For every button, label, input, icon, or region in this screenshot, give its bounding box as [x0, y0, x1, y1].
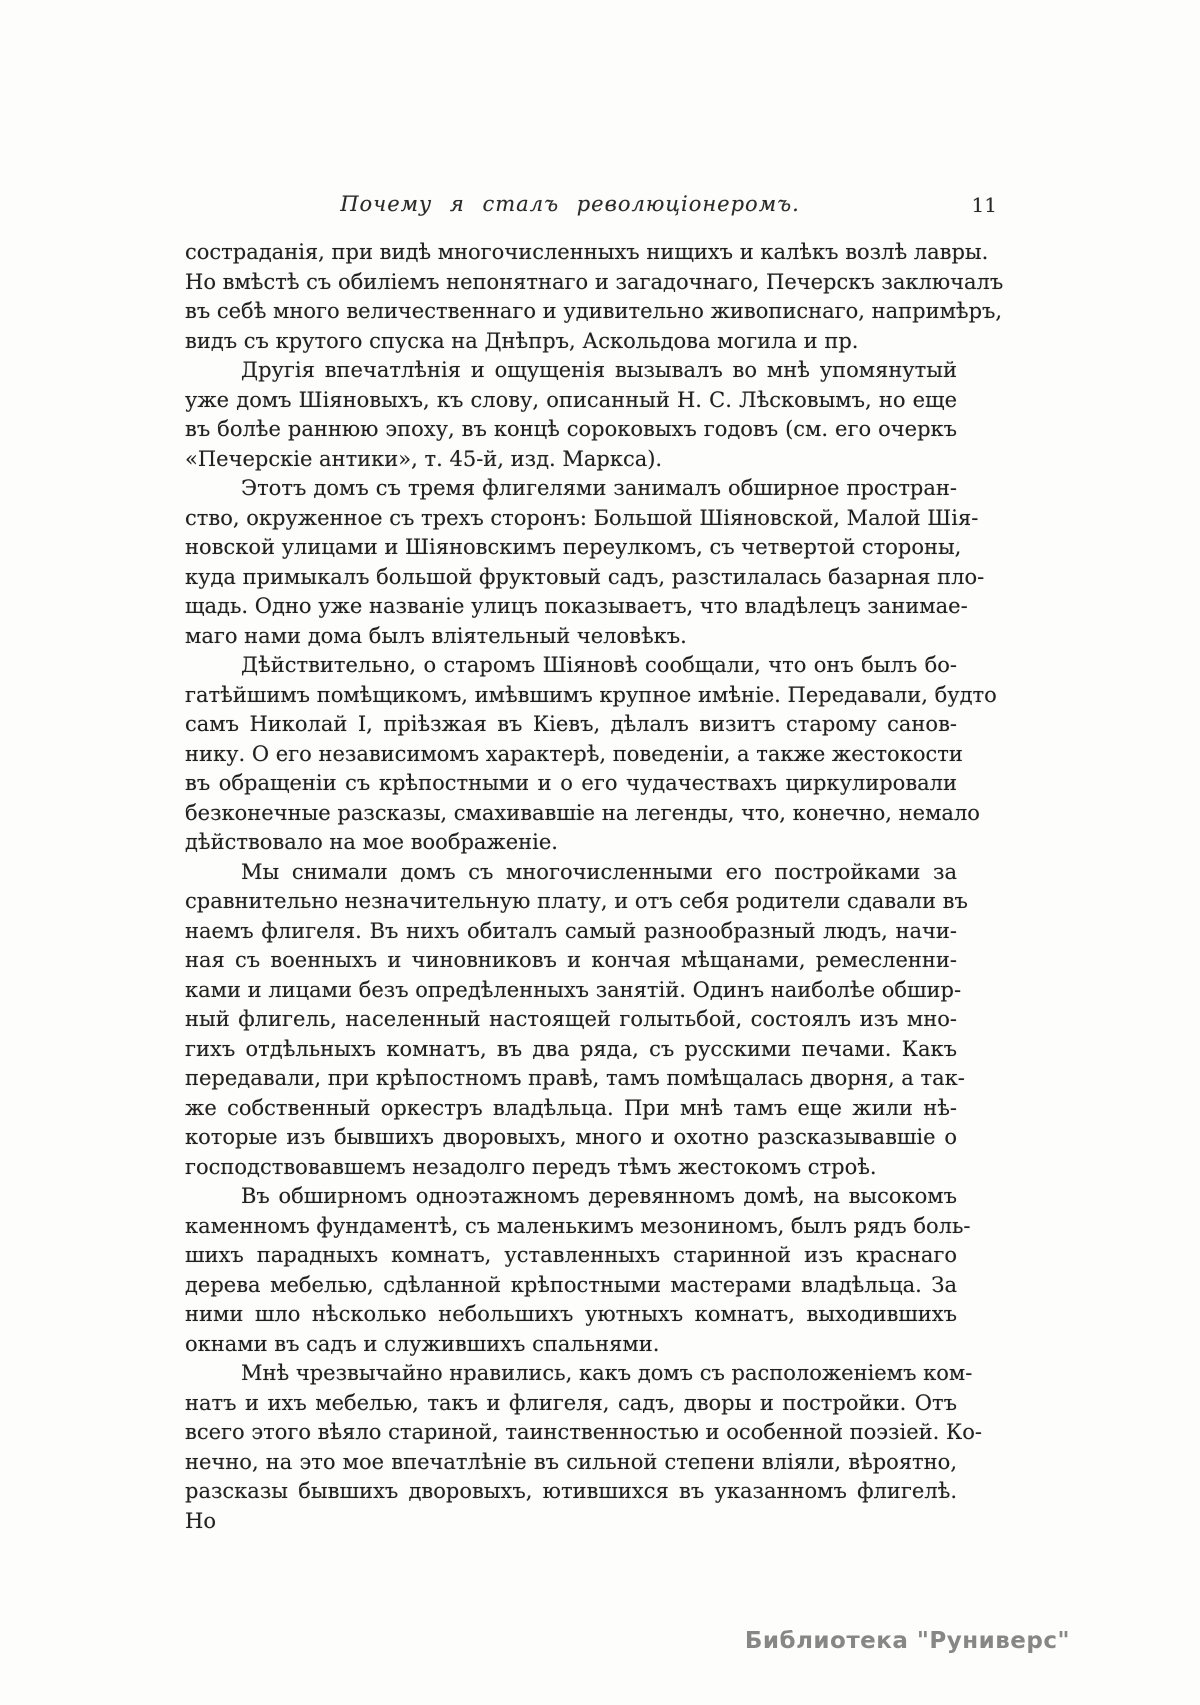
text-line: ная съ военныхъ и чиновниковъ и кончая мѣщанами, ремесленни-	[185, 948, 957, 972]
paragraph	[185, 238, 1004, 356]
library-watermark: Библиотека "Руниверс"	[744, 1628, 1070, 1654]
text-line: передавали, при крѣпостномъ правѣ, тамъ помѣщалась дворня, а так-	[185, 1066, 965, 1090]
text-line: щадь. Одно уже названіе улицъ показываетъ, что владѣлецъ занимае-	[185, 594, 968, 618]
text-line: разсказы бывшихъ дворовыхъ, ютившихся въ указанномъ флигелѣ. Но	[185, 1479, 957, 1533]
text-line: Этотъ домъ съ тремя флигелями занималъ обширное простран-	[241, 476, 957, 500]
text-line: состраданія, при видѣ многочисленныхъ нищихъ и калѣкъ возлѣ лавры.	[185, 240, 989, 264]
page-body	[185, 238, 1004, 1536]
text-line: ками и лицами безъ опредѣленныхъ занятій. Одинъ наиболѣе обшир-	[185, 977, 962, 1002]
text-line: въ обращеніи съ крѣпостными и о его чудачествахъ циркулировали	[185, 771, 957, 795]
text-line: гихъ отдѣльныхъ комнатъ, въ два ряда, съ русскими печами. Какъ	[185, 1036, 957, 1061]
paragraph	[185, 474, 985, 651]
text-line: нику. О его независимомъ характерѣ, поведеніи, а также жестокости	[185, 741, 963, 766]
text-line: ный флигель, населенный настоящей голытьбой, состоялъ изъ мно-	[185, 1007, 957, 1031]
text-line: которые изъ бывшихъ дворовыхъ, много и охотно разсказывавшіе о	[185, 1125, 957, 1149]
paragraph	[185, 651, 997, 858]
text-line: уже домъ Шіяновыхъ, къ слову, описанный Н. С. Лѣсковымъ, но еще	[185, 387, 957, 412]
text-line: всего этого вѣяло стариной, таинственностью и особенной поэзіей. Ко-	[185, 1420, 982, 1444]
text-line: наемъ флигеля. Въ нихъ обиталъ самый разнообразный людъ, начи-	[185, 918, 957, 943]
text-line: новской улицами и Шіяновскимъ переулкомъ, съ четвертой стороны,	[185, 535, 962, 559]
text-line: сравнительно незначительную плату, и отъ себя родители сдавали въ	[185, 889, 968, 913]
text-line: же собственный оркестръ владѣльца. При мнѣ тамъ еще жили нѣ-	[185, 1095, 957, 1120]
text-line: дѣйствовало на мое воображеніе.	[185, 830, 558, 854]
text-line: Дѣйствительно, о старомъ Шіяновѣ сообщали, что онъ былъ бо-	[241, 653, 957, 677]
text-line: ство, окруженное съ трехъ сторонъ: Большой Шіяновской, Малой Шія-	[185, 505, 979, 530]
running-title: Почему я сталъ революціонеромъ.	[340, 192, 800, 216]
text-line: Мнѣ чрезвычайно нравились, какъ домъ съ расположеніемъ ком-	[241, 1361, 973, 1385]
paragraph	[185, 858, 968, 1183]
text-line: натъ и ихъ мебелью, такъ и флигеля, садъ, дворы и постройки. Отъ	[185, 1390, 957, 1415]
paragraph	[185, 356, 957, 474]
page-header	[185, 192, 997, 226]
text-line: шихъ парадныхъ комнатъ, уставленныхъ старинной изъ краснаго	[185, 1243, 957, 1267]
text-line: Другія впечатлѣнія и ощущенія вызывалъ во мнѣ упомянутый	[241, 358, 957, 382]
text-line: окнами въ садъ и служившихъ спальнями.	[185, 1331, 660, 1356]
text-line: въ себѣ много величественнаго и удивительно живописнаго, напримѣръ,	[185, 299, 1003, 323]
text-line: каменномъ фундаментѣ, съ маленькимъ мезониномъ, былъ рядъ боль-	[185, 1213, 971, 1238]
text-line: самъ Николай I, пріѣзжая въ Кіевъ, дѣлалъ визитъ старому санов-	[185, 712, 957, 736]
text-line: въ болѣе раннюю эпоху, въ концѣ сороковыхъ годовъ (см. его очеркъ	[185, 417, 957, 441]
text-line: маго нами дома былъ вліятельный человѣкъ.	[185, 623, 687, 648]
text-line: «Печерскіе антики», т. 45-й, изд. Маркса).	[185, 446, 663, 471]
paragraph	[185, 1359, 982, 1536]
text-line: нечно, на это мое впечатлѣніе въ сильной степени вліяли, вѣроятно,	[185, 1449, 957, 1474]
text-line: безконечные разсказы, смахивавшіе на легенды, что, конечно, немало	[185, 800, 980, 825]
text-line: Но вмѣстѣ съ обиліемъ непонятнаго и загадочнаго, Печерскъ заключалъ	[185, 269, 1004, 294]
text-line: ними шло нѣсколько небольшихъ уютныхъ комнатъ, выходившихъ	[185, 1302, 957, 1326]
paragraph	[185, 1182, 971, 1359]
text-line: гатѣйшимъ помѣщикомъ, имѣвшимъ крупное имѣніе. Передавали, будто	[185, 682, 997, 707]
text-line: господствовавшемъ незадолго передъ тѣмъ жестокомъ строѣ.	[185, 1154, 877, 1179]
text-line: видъ съ крутого спуска на Днѣпръ, Аскольдова могила и пр.	[185, 328, 859, 353]
text-line: Мы снимали домъ съ многочисленными его постройками за	[241, 859, 957, 884]
text-line: куда примыкалъ большой фруктовый садъ, разстилалась базарная пло-	[185, 564, 985, 589]
text-line: дерева мебелью, сдѣланной крѣпостными мастерами владѣльца. За	[185, 1272, 957, 1297]
page-number: 11	[971, 193, 997, 217]
text-line: Въ обширномъ одноэтажномъ деревянномъ домѣ, на высокомъ	[241, 1184, 957, 1208]
